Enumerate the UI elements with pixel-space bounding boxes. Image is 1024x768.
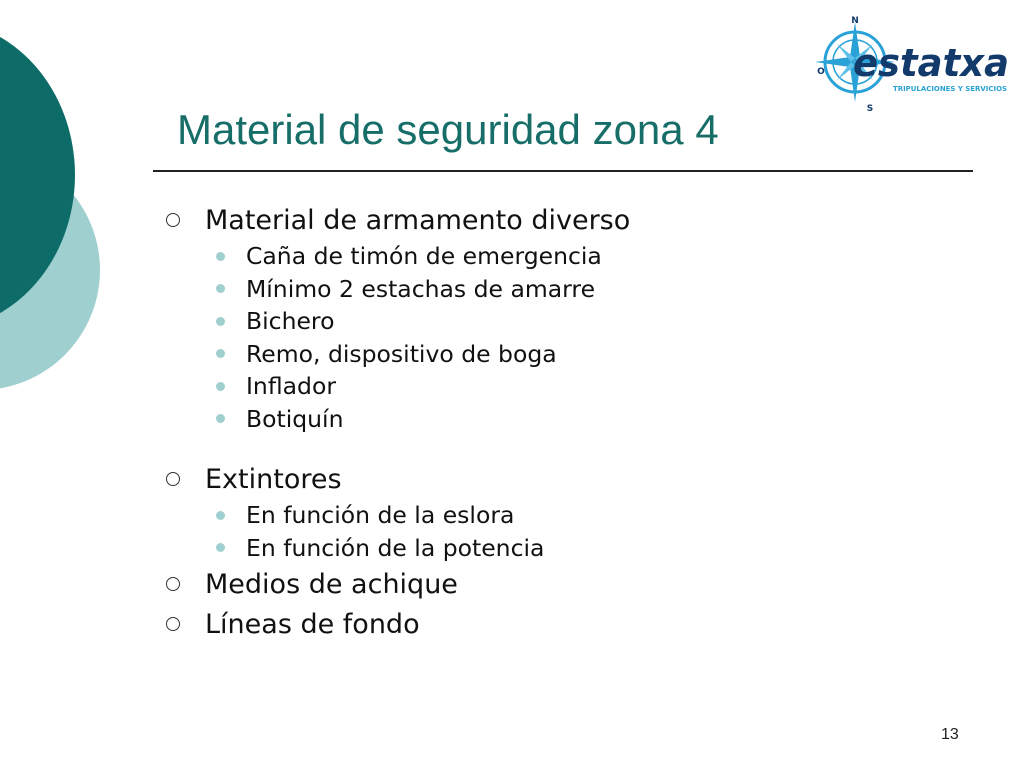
list-item	[160, 604, 980, 644]
hollow-circle-bullet-icon	[166, 577, 180, 591]
sub-bullet-list	[160, 499, 980, 564]
sub-list-item-label: Bichero	[246, 307, 335, 336]
page-number: 13	[941, 726, 959, 743]
sub-bullet-list	[160, 240, 980, 435]
sub-list-item	[216, 403, 980, 436]
list-item-label: Material de armamento diverso	[205, 204, 631, 236]
sub-list-item-label: Inflador	[246, 372, 336, 401]
list-item-label: Medios de achique	[205, 568, 458, 600]
dot-bullet-icon	[216, 511, 225, 520]
sub-list-item-label: En función de la eslora	[246, 501, 515, 530]
list-item	[160, 564, 980, 604]
compass-s-label: S	[866, 104, 874, 114]
sub-list-item-label: En función de la potencia	[246, 533, 545, 562]
sub-list-item	[216, 305, 980, 338]
dot-bullet-icon	[216, 382, 225, 391]
sub-list-item	[216, 499, 980, 532]
estatxa-logo	[815, 14, 1015, 114]
dot-bullet-icon	[216, 317, 225, 326]
sub-list-item-label: Remo, dispositivo de boga	[246, 339, 557, 368]
list-item-label: Líneas de fondo	[205, 608, 420, 640]
sub-list-item-label: Caña de timón de emergencia	[246, 242, 602, 271]
compass-o-label: O	[817, 67, 825, 77]
list-item	[160, 459, 980, 564]
list-item-label: Extintores	[205, 463, 342, 495]
slide-content	[160, 200, 980, 644]
sub-list-item	[216, 370, 980, 403]
sub-list-item-label: Botiquín	[246, 404, 344, 433]
sub-list-item	[216, 338, 980, 371]
compass-n-label: N	[851, 16, 859, 26]
logo-tagline-text: TRIPULACIONES Y SERVICIOS	[893, 85, 1007, 93]
sub-list-item	[216, 273, 980, 306]
sub-list-item	[216, 240, 980, 273]
sub-list-item	[216, 532, 980, 565]
dot-bullet-icon	[216, 284, 225, 293]
dot-bullet-icon	[216, 252, 225, 261]
hollow-circle-bullet-icon	[166, 472, 180, 486]
title-divider	[153, 170, 973, 172]
hollow-circle-bullet-icon	[166, 617, 180, 631]
logo-brand-text: estatxa	[853, 41, 1009, 85]
sub-list-item-label: Mínimo 2 estachas de amarre	[246, 274, 596, 303]
bullet-list	[160, 200, 980, 644]
slide-title: Material de seguridad zona 4	[177, 106, 719, 153]
hollow-circle-bullet-icon	[166, 213, 180, 227]
list-item	[160, 200, 980, 459]
dot-bullet-icon	[216, 543, 225, 552]
dot-bullet-icon	[216, 414, 225, 423]
dot-bullet-icon	[216, 349, 225, 358]
